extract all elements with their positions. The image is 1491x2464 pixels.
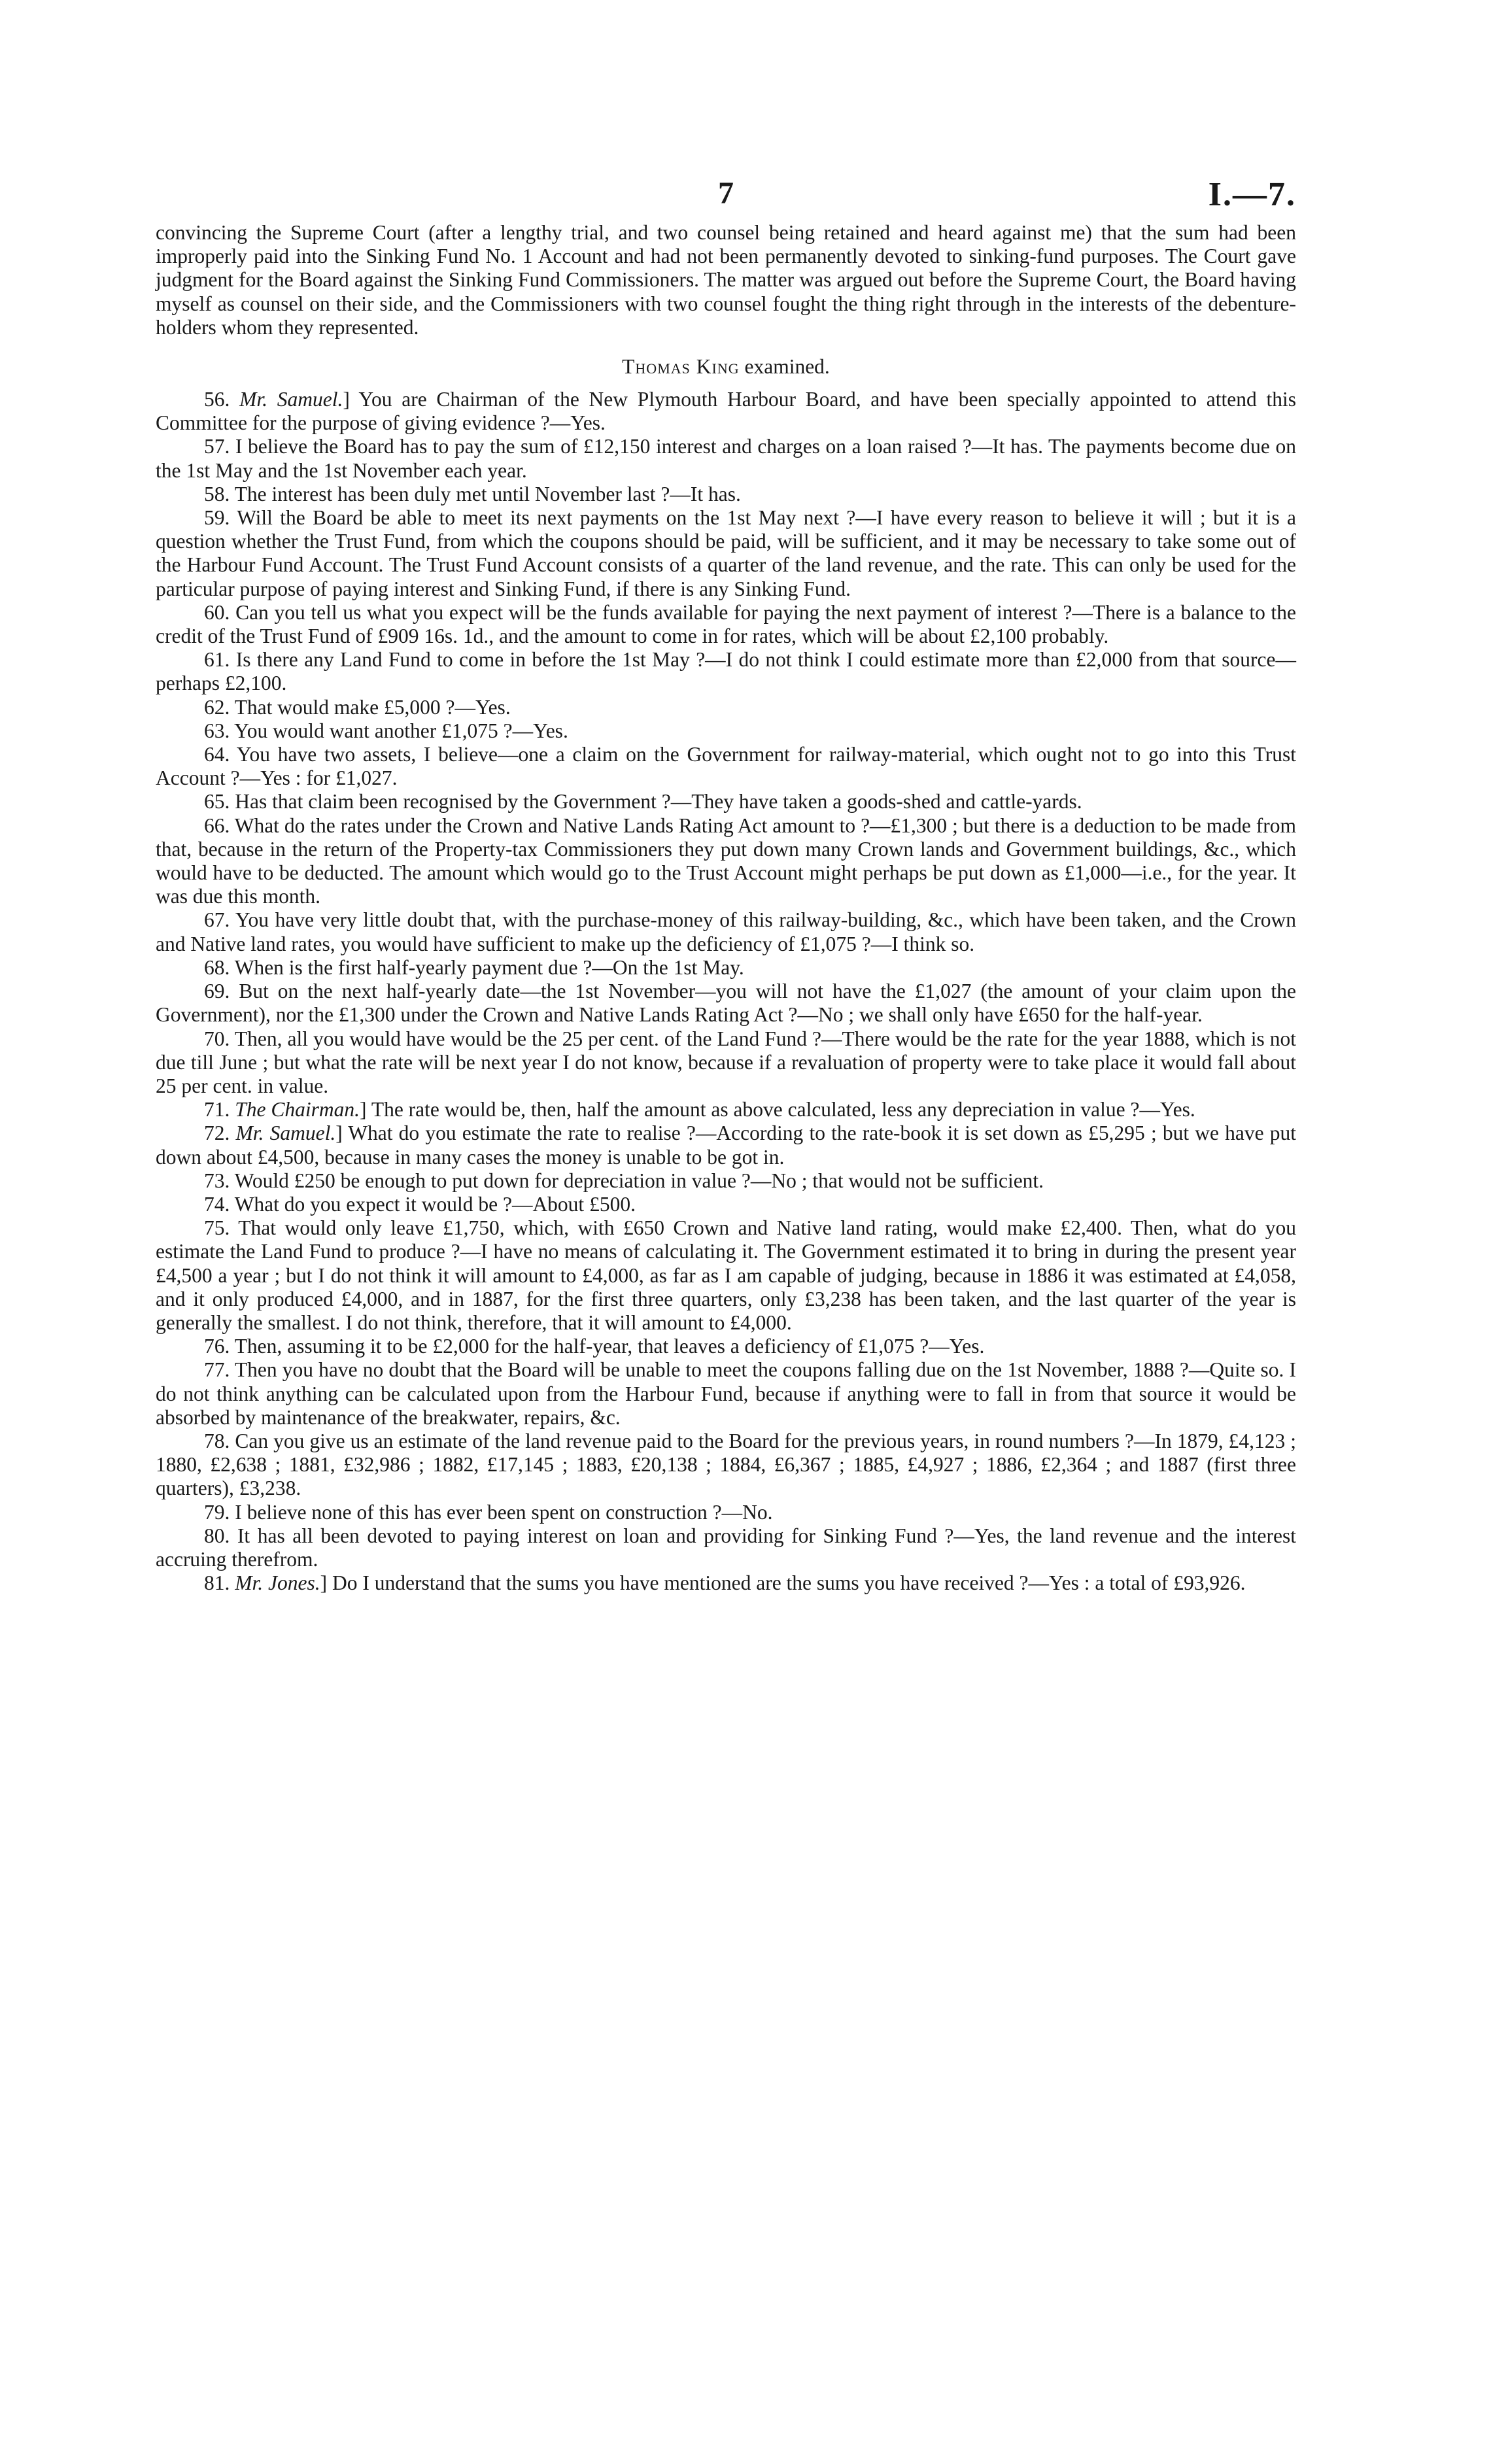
question-number: 57. [204,435,230,458]
question-number: 81. [204,1571,230,1595]
question-number: 73. [204,1169,230,1192]
question-number: 69. [204,980,230,1003]
question-item [156,1027,1296,1099]
question-item [156,743,1296,790]
page-header [156,175,1296,221]
speaker-bracket: ] [360,1098,371,1121]
question-item [156,506,1296,601]
speaker-name: Mr. Samuel. [239,388,343,411]
question-text: Can you give us an estimate of the land revenue paid to the Board for the previous years, in round numbers ?—In 1879, £4,123 ; 1880, £2,638 ; 1881, £32,986 ; 1882, £17,145 ; 1883, £20,138 ; 1884, £6,367 ; 1885, £4,927 ; 1886, £2,364 ; and 1887 (first three quarters), £3,238. [156,1429,1296,1500]
question-text: That would make £5,000 ?—Yes. [234,695,511,719]
question-text: You have very little doubt that, with the purchase-money of this railway-building, &c., which have been taken, and the Crown and Native land rates, you would have sufficient to make up the deficiency of £1,075 ?—I think so. [156,908,1296,955]
document-page [156,175,1296,1595]
question-item [156,908,1296,955]
question-number: 78. [204,1429,230,1452]
question-number: 77. [204,1358,230,1382]
question-text: Then, assuming it to be £2,000 for the half-year, that leaves a deficiency of £1,075 ?—Yes. [234,1335,985,1358]
question-number: 56. [204,388,230,411]
question-number: 63. [204,719,230,742]
question-item [156,1121,1296,1169]
question-text: The interest has been duly met until November last ?—It has. [234,482,741,505]
question-text: I believe none of this has ever been spent on construction ?—No. [235,1500,773,1524]
page-number: 7 [718,176,734,211]
question-text: Then, all you would have would be the 25 per cent. of the Land Fund ?—There would be the rate for the year 1888, which is not due till June ; but what the rate will be next year I do not know, because if a revaluation of property were to take place it would fall about 25 per cent. in value. [156,1027,1296,1097]
question-text: Can you tell us what you expect will be the funds available for paying the next payment of interest ?—There is a balance to the credit of the Trust Fund of £909 16s. 1d., and the amount to come in for rates, which will be about £2,100 probably. [156,600,1296,648]
question-text: Would £250 be enough to put down for depreciation in value ?—No ; that would not be sufficient. [234,1169,1044,1192]
question-text: It has all been devoted to paying interest on loan and providing for Sinking Fund ?—Yes, the land revenue and the interest accruing therefrom. [156,1524,1297,1571]
question-text: Then you have no doubt that the Board will be unable to meet the coupons falling due on the 1st November, 1888 ?—Quite so. I do not think anything can be calculated upon from the Harbour Fund, because if anything were to fall in from that source it would be absorbed by maintenance of the breakwater, repairs, &c. [156,1358,1296,1429]
question-text: What do you expect it would be ?—About £500. [234,1192,636,1216]
heading-suffix: examined. [739,355,830,379]
question-text: Has that claim been recognised by the Government ?—They have taken a goods-shed and cattle-yards. [235,790,1082,813]
question-text: You would want another £1,075 ?—Yes. [234,719,568,742]
question-item [156,1571,1296,1595]
question-item [156,719,1296,743]
question-text: What do you estimate the rate to realise ?—According to the rate-book it is set down as £5,295 ; but we have put down about £4,500, because in many cases the money is unable to be got in. [156,1121,1297,1169]
question-item [156,790,1296,813]
question-number: 68. [204,955,230,979]
witness-name: Thomas King [622,355,740,379]
question-number: 79. [204,1500,230,1524]
question-item [156,601,1296,648]
question-number: 61. [204,648,230,672]
question-item [156,388,1296,435]
question-item [156,1335,1296,1358]
speaker-name: Mr. Jones. [235,1571,320,1595]
question-number: 62. [204,695,230,719]
question-item [156,435,1296,482]
speaker-bracket: ] [343,388,359,411]
question-text: Do I understand that the sums you have mentioned are the sums you have received ?—Yes : a total of £93,926. [332,1571,1246,1595]
question-text: That would only leave £1,750, which, with £650 Crown and Native land rating, would make £2,400. Then, what do you estimate the Land Fund to produce ?—I have no means of calculating it. The Government estimated it to bring in during the present year £4,500 a year ; but I do not think it will amount to £4,000, as far as I am capable of judging, because in 1886 it was estimated at £4,058, and it only produced £4,000, and in 1887, for the first three quarters, only £3,238 has been taken, and the last quarter of the year is generally the smallest. I do not think, therefore, that it will amount to £4,000. [156,1216,1296,1334]
document-reference: I.—7. [1208,176,1296,213]
question-number: 76. [204,1335,230,1358]
question-item [156,1216,1296,1335]
question-list [156,388,1296,1595]
question-item [156,1193,1296,1216]
question-item [156,1429,1296,1501]
question-item [156,1501,1296,1524]
question-item [156,1524,1296,1571]
opening-paragraph: convincing the Supreme Court (after a lengthy trial, and two counsel being retained and heard against me) that the sum had been improperly paid into the Sinking Fund No. 1 Account and had not been permanently devoted to sinking-fund purposes. The Court gave judgment for the Board against the Sinking Fund Commissioners. The matter was argued out before the Supreme Court, the Board having myself as counsel on their side, and the Commissioners with two counsel fought the thing right through in the interests of the debenture-holders whom they represented. [156,221,1296,339]
question-text: When is the first half-yearly payment due ?—On the 1st May. [234,955,744,979]
section-heading [156,355,1296,379]
speaker-bracket: ] [335,1121,349,1145]
question-text: Will the Board be able to meet its next payments on the 1st May next ?—I have every reason to believe it will ; but it is a question whether the Trust Fund, from which the coupons should be paid, will be sufficient, and it may be necessary to take some out of the Harbour Fund Account. The Trust Fund Account consists of a quarter of the land revenue, and the rate. This can only be used for the particular purpose of paying interest and Sinking Fund, if there is any Sinking Fund. [156,506,1296,600]
question-number: 67. [204,908,230,932]
question-text: The rate would be, then, half the amount as above calculated, less any depreciation in value ?—Yes. [371,1098,1195,1121]
question-text: What do the rates under the Crown and Native Lands Rating Act amount to ?—£1,300 ; but there is a deduction to be made from that, because in the return of the Property-tax Commissioners they put down many Crown lands and Government buildings, &c., which would have to be deducted. The amount which would go to the Trust Account might perhaps be put down as £1,000—i.e., for the year. It was due this month. [156,813,1297,908]
question-number: 59. [204,506,230,530]
question-number: 60. [204,600,230,624]
question-item [156,956,1296,980]
question-number: 74. [204,1192,230,1216]
question-item [156,814,1296,909]
question-item [156,1169,1296,1193]
speaker-name: The Chairman. [235,1098,360,1121]
question-number: 70. [204,1027,230,1050]
question-text: I believe the Board has to pay the sum of £12,150 interest and charges on a loan raised ?—It has. The payments become due on the 1st May and the 1st November each year. [156,435,1296,482]
question-number: 66. [204,813,230,837]
question-item [156,980,1296,1027]
question-number: 72. [204,1121,230,1145]
question-number: 58. [204,482,230,505]
question-number: 80. [204,1524,230,1547]
question-number: 75. [204,1216,230,1240]
speaker-bracket: ] [320,1571,332,1595]
question-item [156,1098,1296,1121]
question-item [156,1358,1296,1429]
question-number: 71. [204,1098,230,1121]
question-item [156,696,1296,719]
question-number: 65. [204,790,230,813]
question-text: You are Chairman of the New Plymouth Harbour Board, and have been specially appointed to attend this Committee for the purpose of giving evidence ?—Yes. [156,388,1296,435]
question-item [156,483,1296,506]
question-text: You have two assets, I believe—one a claim on the Government for railway-material, which ought not to go into this Trust Account ?—Yes : for £1,027. [156,743,1297,790]
question-text: But on the next half-yearly date—the 1st November—you will not have the £1,027 (the amount of your claim upon the Government), nor the £1,300 under the Crown and Native Lands Rating Act ?—No ; we shall only have £650 for the half-year. [156,980,1296,1027]
speaker-name: Mr. Samuel. [235,1121,336,1145]
question-number: 64. [204,743,230,766]
question-text: Is there any Land Fund to come in before the 1st May ?—I do not think I could estimate more than £2,000 from that source—perhaps £2,100. [156,648,1297,695]
question-item [156,648,1296,695]
